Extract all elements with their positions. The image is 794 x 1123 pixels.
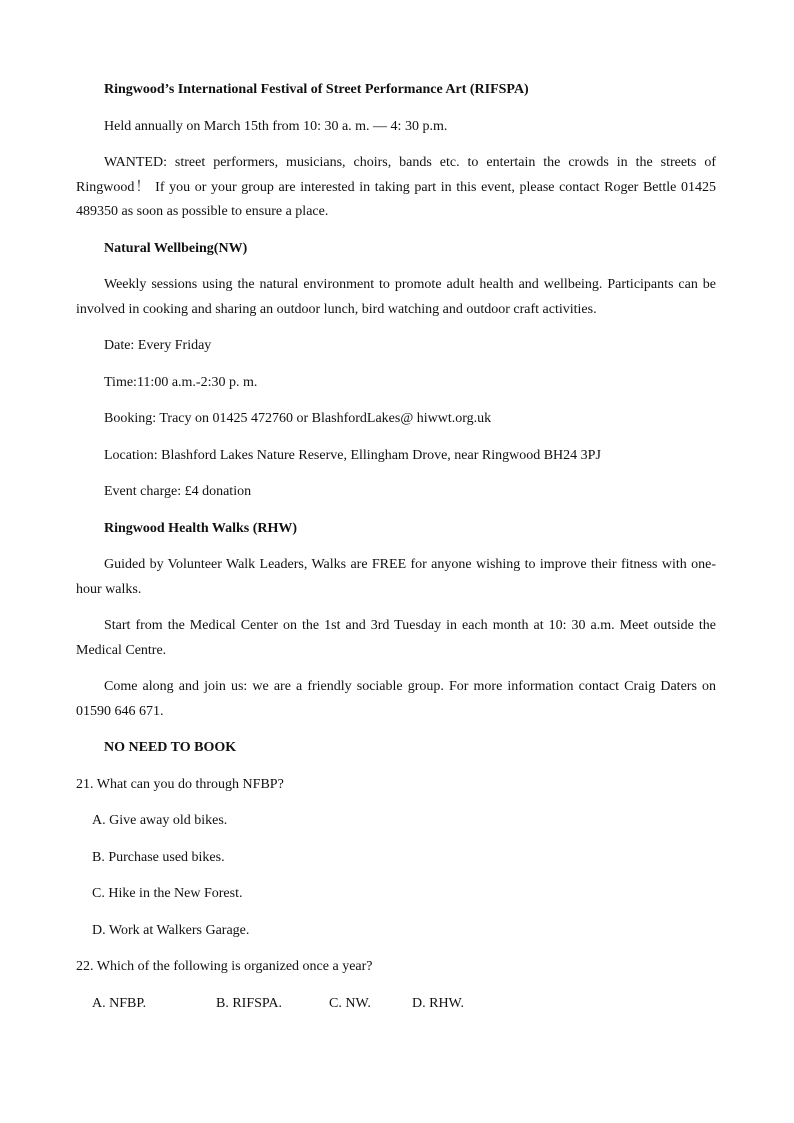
rhw-guided: Guided by Volunteer Walk Leaders, Walks are FREE for anyone wishing to improve their fitness with one-hour walks. xyxy=(76,557,716,597)
rhw-start: Start from the Medical Center on the 1st and 3rd Tuesday in each month at 10: 30 a.m. Meet outside the Medical Centre. xyxy=(76,618,716,658)
section-heading-rifspa: Ringwood’s International Festival of Street Performance Art (RIFSPA) xyxy=(104,82,529,97)
nw-date: Date: Every Friday xyxy=(104,338,212,353)
rifspa-held-text: Held annually on March 15th from 10: 30 a. m. — 4: 30 p.m. xyxy=(104,118,448,134)
nw-time: Time:11:00 a.m.-2:30 p. m. xyxy=(104,374,258,390)
question-22-option-d: D. RHW. xyxy=(412,995,464,1011)
question-21-option-d: D. Work at Walkers Garage. xyxy=(92,922,250,938)
nw-description: Weekly sessions using the natural environment to promote adult health and wellbeing. Participants can be involved in cooking and sharing an outdoor lunch, bird watching and outdoor craft activities. xyxy=(76,277,716,317)
question-22-option-a: A. NFBP. xyxy=(92,995,147,1011)
question-22-option-c: C. NW. xyxy=(329,995,371,1011)
nw-location: Location: Blashford Lakes Nature Reserve, Ellingham Drove, near Ringwood BH24 3PJ xyxy=(104,447,601,463)
rhw-no-book: NO NEED TO BOOK xyxy=(104,740,237,755)
question-22-options xyxy=(76,992,716,1017)
question-21-option-c: C. Hike in the New Forest. xyxy=(92,886,243,901)
nw-charge: Event charge: £4 donation xyxy=(104,484,252,499)
question-22-option-b: B. RIFSPA. xyxy=(216,995,283,1011)
document-content xyxy=(76,78,716,1016)
nw-booking: Booking: Tracy on 01425 472760 or BlashfordLakes@ hiwwt.org.uk xyxy=(104,411,492,426)
rifspa-wanted-text: WANTED: street performers, musicians, choirs, bands etc. to entertain the crowds in the streets of Ringwood！ If you or your group are interested in taking part in this event, please contact Roger Bettle 01425 489350 as soon as possible to ensure a place. xyxy=(76,155,716,219)
question-21-stem: 21. What can you do through NFBP? xyxy=(76,776,284,792)
section-heading-nw: Natural Wellbeing(NW) xyxy=(104,240,248,256)
rhw-join: Come along and join us: we are a friendly sociable group. For more information contact Craig Daters on 01590 646 671. xyxy=(76,679,716,719)
question-21-option-b: B. Purchase used bikes. xyxy=(92,849,225,865)
section-heading-rhw: Ringwood Health Walks (RHW) xyxy=(104,520,298,536)
question-22-stem: 22. Which of the following is organized once a year? xyxy=(76,959,373,974)
question-21-option-a: A. Give away old bikes. xyxy=(92,813,228,828)
